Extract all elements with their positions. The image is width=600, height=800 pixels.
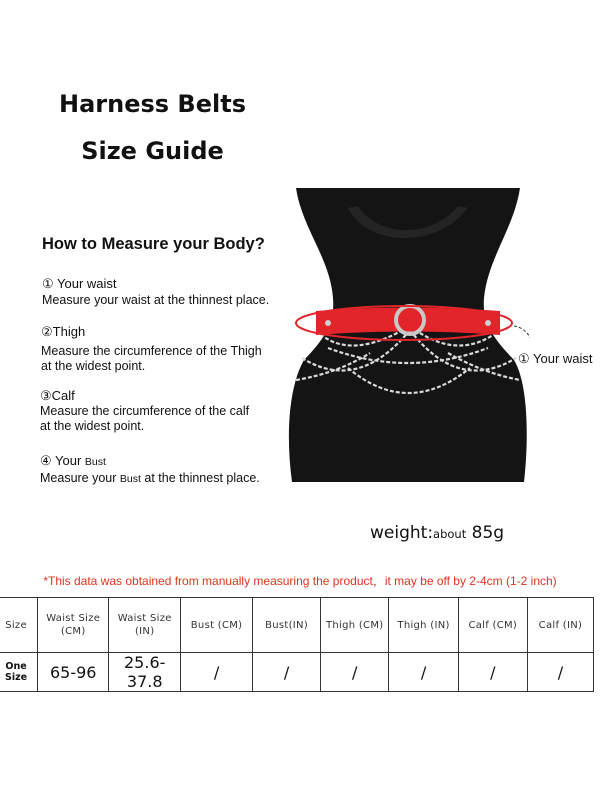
header-waist-cm: Waist Size (CM) xyxy=(38,598,109,653)
header-calf-cm: Calf (CM) xyxy=(458,598,527,653)
waist-callout-label: ① Your waist xyxy=(518,351,593,366)
cell-waist-in: 25.6-37.8 xyxy=(109,653,181,692)
cell-bust-in: / xyxy=(253,653,321,692)
bust-description-pre: Measure your xyxy=(40,471,120,485)
weight-prefix: weight: xyxy=(370,523,434,543)
thigh-heading: ②Thigh xyxy=(41,324,86,339)
waist-heading: ① Your waist xyxy=(42,276,117,291)
cell-waist-cm: 65-96 xyxy=(38,653,109,692)
cell-thigh-in: / xyxy=(389,653,458,692)
waist-description: Measure your waist at the thinnest place. xyxy=(42,293,270,307)
bust-description-post: at the thinnest place. xyxy=(140,471,260,485)
calf-heading: ③Calf xyxy=(40,388,75,403)
weight-about: about xyxy=(433,527,467,541)
header-size: Size xyxy=(0,598,38,653)
header-calf-in: Calf (IN) xyxy=(527,598,593,653)
measure-heading: How to Measure your Body? xyxy=(42,235,265,253)
header-thigh-cm: Thigh (CM) xyxy=(321,598,389,653)
header-bust-cm: Bust (CM) xyxy=(181,598,253,653)
cell-size: One Size xyxy=(0,653,38,692)
weight-label xyxy=(370,523,504,543)
cell-calf-in: / xyxy=(527,653,593,692)
table-row xyxy=(0,653,594,692)
red-belt xyxy=(316,308,500,336)
header-bust-in: Bust(IN) xyxy=(253,598,321,653)
weight-value: 85g xyxy=(466,523,505,543)
cell-thigh-cm: / xyxy=(321,653,389,692)
cell-bust-cm: / xyxy=(181,653,253,692)
measurement-note: *This data was obtained from manually measuring the product，it may be off by 2-4cm (1-2 inch) xyxy=(43,574,557,588)
bust-heading-prefix: ④ Your xyxy=(40,453,85,468)
header-waist-in: Waist Size (IN) xyxy=(109,598,181,653)
title-line-2: Size Guide xyxy=(81,137,224,165)
cell-calf-cm: / xyxy=(458,653,527,692)
header-thigh-in: Thigh (IN) xyxy=(389,598,458,653)
bust-description xyxy=(40,471,260,487)
bust-heading xyxy=(40,453,106,469)
thigh-description-line2: at the widest point. xyxy=(41,359,146,373)
calf-description-line1: Measure the circumference of the calf xyxy=(40,404,250,418)
size-table xyxy=(0,597,594,692)
table-header-row xyxy=(0,598,594,653)
bust-description-word: Bust xyxy=(119,473,141,485)
title-line-1: Harness Belts xyxy=(59,90,246,118)
thigh-description-line1: Measure the circumference of the Thigh xyxy=(41,344,262,358)
calf-description-line2: at the widest point. xyxy=(40,419,145,433)
bust-heading-word: Bust xyxy=(84,456,106,468)
mannequin-belt-image xyxy=(288,188,530,482)
